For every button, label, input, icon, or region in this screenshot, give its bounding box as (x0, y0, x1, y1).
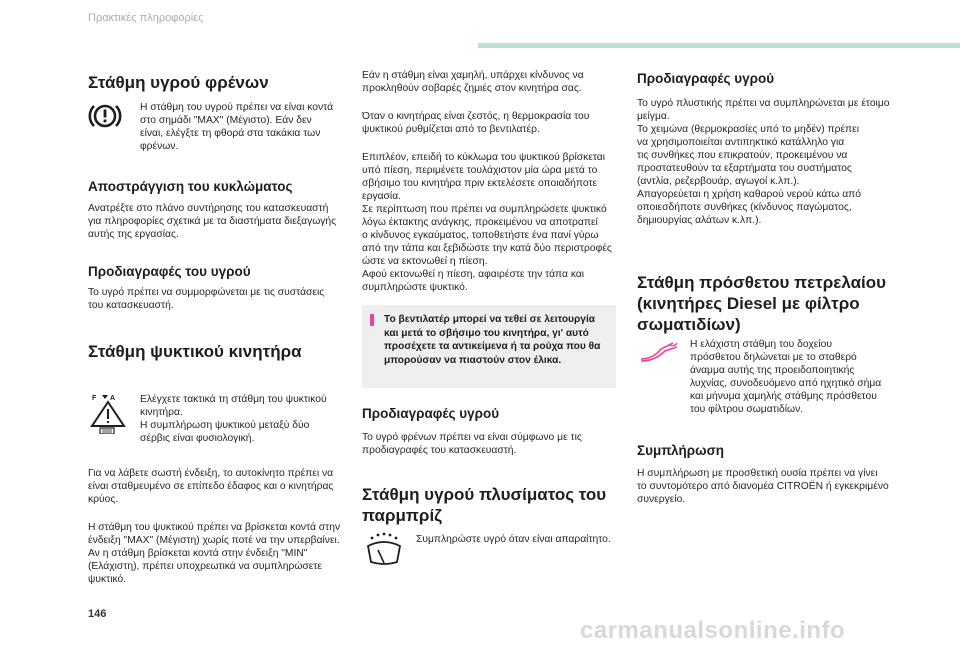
washer-refill-text: Συμπληρώστε υγρό όταν είναι απαραίτητο. (416, 534, 611, 545)
coolant-check-text: Ελέγχετε τακτικά τη στάθμη του ψυκτικού κινητήρα. Η συμπλήρωση ψυκτικού μεταξύ δύο σέρβις είναι φυσιολογική. (140, 394, 327, 444)
svg-text:A: A (110, 395, 116, 402)
fluid-spec-title: Προδιαγραφές του υγρού (88, 264, 251, 279)
note-accent-bar (370, 314, 374, 326)
fluid-spec-text: Το υγρό πρέπει να συμμορφώνεται με τις συστάσεις του κατασκευαστή. (88, 287, 325, 311)
windscreen-washer-icon (364, 532, 404, 568)
brake-warning-icon (88, 101, 122, 131)
coolant-reading-text: Για να λάβετε σωστή ένδειξη, το αυτοκίνητο πρέπει να είναι σταθμευμένο σε επίπεδο έδαφος και ο κινητήρας κρύος. (88, 468, 334, 505)
washer-spec-title: Προδιαγραφές υγρού (637, 71, 775, 86)
brake-level-text: Η στάθμη του υγρού πρέπει να είναι κοντά στο σημάδι "MAX" (Μέγιστο). Εάν δεν είναι, ελέγξτε τη φθορά στα τακάκια των φρένων. (140, 102, 334, 152)
brake-fluid-spec-text: Το υγρό φρένων πρέπει να είναι σύμφωνο με τις προδιαγραφές του κατασκευαστή. (362, 432, 582, 456)
refill-title: Συμπλήρωση (637, 443, 725, 458)
low-level-risk-text: Εάν η στάθμη είναι χαμηλή, υπάρχει κίνδυνος να προκληθούν σοβαρές ζημιές στον κινητήρα σας. (362, 70, 584, 94)
coolant-max-text: Η στάθμη του ψυκτικού πρέπει να βρίσκεται κοντά στην ένδειξη "MAX" (Μέγιστη) χωρίς ποτέ να την υπερβαίνει. Αν η στάθμη βρίσκεται κοντά στην ένδειξη "MIN" (Ελάχιστη), πρέπει υποχρεωτικά να συμπληρώσετε ψυκτικό. (88, 522, 341, 585)
washer-spec-text: Το υγρό πλυστικής πρέπει να συμπληρώνεται με έτοιμο μείγμα. Το χειμώνα (θερμοκρασίες υπό το μηδέν) πρέπει να χρησιμοποιείται αντιπηκτικό κατάλληλο για τις συνθήκες που επικρατούν, προκειμένου να προστατευθούν τα εξαρτήματα του συστήματος (αντλία, ρεζερβουάρ, αγωγοί κ.λπ.). Απαγορεύεται η χρήση καθαρού νερού κάτω από οποιεσδήποτε συνθήκες (κίνδυνος παγώματος, δημιουργίας αλάτων κ.λπ.). (637, 98, 890, 226)
fan-warning-text: Το βεντιλατέρ μπορεί να τεθεί σε λειτουργία και μετά το σβήσιμο του κινητήρα, γι' αυτό προσέχετε τα αντικείμενα ή τα ρούχα που θα μπορούσαν να πιαστούν στον έλικα. (384, 314, 601, 366)
brake-fluid-spec-title: Προδιαγραφές υγρού (362, 406, 500, 421)
breadcrumb: Πρακτικές πληροφορίες (88, 12, 204, 24)
fan-regulation-text: Όταν ο κινητήρας είναι ζεστός, η θερμοκρασία του ψυκτικού ρυθμίζεται από το βεντιλατέρ. (362, 111, 590, 135)
page-header (0, 0, 960, 32)
fan-warning-note (362, 305, 616, 388)
page-number: 146 (88, 608, 107, 620)
washer-fluid-title: Στάθμη υγρού πλυσίματος του παρμπρίζ (362, 485, 607, 525)
brake-fluid-title: Στάθμη υγρού φρένων (88, 73, 269, 92)
watermark: carmanualsonline.info (580, 617, 846, 644)
circuit-drain-title: Αποστράγγιση του κυκλώματος (88, 179, 293, 194)
additive-warning-icon (639, 339, 679, 363)
header-accent-line (478, 43, 960, 48)
svg-text:F: F (92, 395, 97, 402)
additive-level-title: Στάθμη πρόσθετου πετρελαίου (κινητήρες Diesel με φίλτρο σωματιδίων) (637, 273, 887, 334)
coolant-level-title: Στάθμη ψυκτικού κινητήρα (88, 342, 302, 361)
circuit-drain-text: Ανατρέξτε στο πλάνο συντήρησης του κατασκευαστή για πληροφορίες σχετικά με τα διαστήματα διεξαγωγής αυτής της εργασίας. (88, 203, 337, 240)
additive-level-text: Η ελάχιστη στάθμη του δοχείου πρόσθετου δηλώνεται με το σταθερό άναμμα αυτής της προειδοποιητικής λυχνίας, συνοδευόμενο από ηχητικό σήμα και μήνυμα χαμηλής στάθμης πρόσθετου του φίλτρου σωματιδίων. (690, 339, 882, 415)
refill-text: Η συμπλήρωση με προσθετική ουσία πρέπει να γίνει το συντομότερο από διανομέα CITROËN ή εγκεκριμένο συνεργείο. (637, 468, 889, 505)
coolant-warning-icon (88, 392, 128, 434)
pressure-warning-text: Επιπλέον, επειδή το κύκλωμα του ψυκτικού βρίσκεται υπό πίεση, περιμένετε τουλάχιστον μία ώρα μετά το σβήσιμο του κινητήρα πριν εκτελέσετε οποιαδήποτε εργασία. Σε περίπτωση που πρέπει να συμπληρώσετε ψυκτικό λόγω έκτακτης ανάγκης, προκειμένου να αποτραπεί ο κίνδυνος εγκαύματος, τοποθετήστε ένα πανί γύρω από την τάπα και ξεβιδώστε την κατά δύο περιστροφές ώστε να εκτονωθεί η πίεση. Αφού εκτονωθεί η πίεση, αφαιρέστε την τάπα και συμπληρώστε ψυκτικό. (362, 152, 612, 293)
